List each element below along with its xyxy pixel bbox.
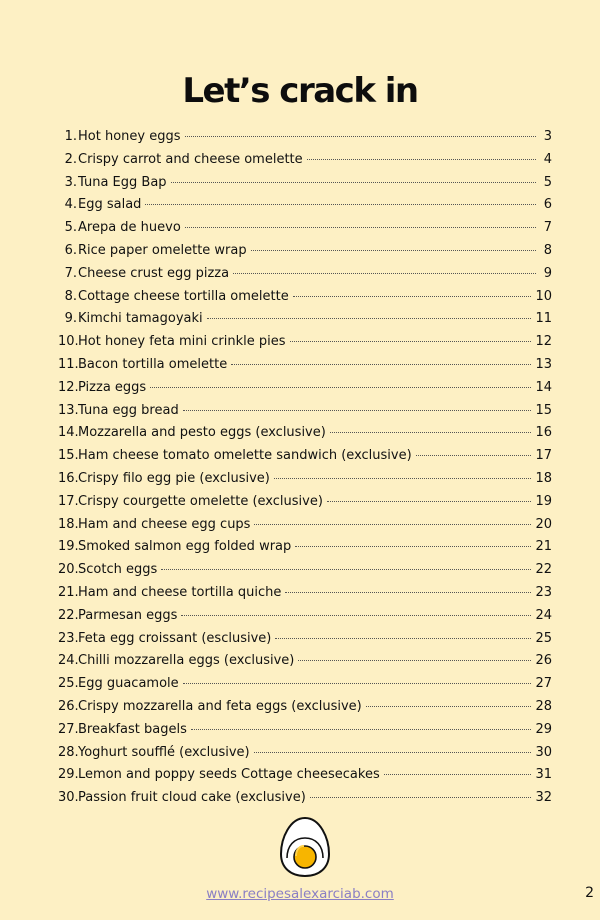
toc-entry-page: 25: [535, 630, 552, 646]
toc-entry-page: 32: [535, 790, 552, 806]
toc-entry-number: 24.: [58, 653, 79, 669]
toc-dot-leader: [171, 182, 536, 183]
toc-entry-number: 16.: [58, 470, 79, 486]
toc-entry[interactable]: [58, 308, 552, 331]
toc-entry[interactable]: [58, 194, 552, 217]
toc-entry[interactable]: [58, 719, 552, 742]
toc-entry-number: 11.: [58, 356, 79, 372]
toc-dot-leader: [327, 501, 532, 502]
toc-entry-number: 8.: [64, 288, 77, 304]
toc-entry-title: Rice paper omelette wrap: [78, 242, 247, 258]
toc-entry-page: 27: [535, 676, 552, 692]
toc-entry-title: Yoghurt soufflé (exclusive): [78, 744, 250, 760]
toc-dot-leader: [285, 592, 531, 593]
toc-entry-page: 6: [543, 197, 552, 213]
toc-entry-number: 4.: [64, 197, 77, 213]
toc-entry-page: 18: [535, 470, 552, 486]
toc-entry-page: 7: [543, 220, 552, 236]
toc-entry-page: 23: [535, 584, 552, 600]
toc-dot-leader: [181, 615, 531, 616]
toc-entry-number: 1.: [64, 129, 77, 144]
toc-entry-number: 27.: [58, 721, 79, 737]
footer-url-link[interactable]: www.recipesalexarciab.com: [206, 886, 394, 902]
toc-entry-page: 3: [543, 129, 552, 144]
toc-entry-page: 26: [535, 653, 552, 669]
toc-entry-number: 15.: [58, 448, 79, 464]
toc-dot-leader: [161, 569, 531, 570]
toc-entry-title: Parmesan eggs: [78, 607, 178, 623]
toc-entry-page: 19: [535, 493, 552, 509]
toc-dot-leader: [310, 797, 532, 798]
toc-entry-title: Chilli mozzarella eggs (exclusive): [78, 653, 295, 669]
toc-dot-leader: [231, 364, 531, 365]
toc-entry[interactable]: [58, 286, 552, 309]
toc-dot-leader: [207, 318, 532, 319]
toc-dot-leader: [183, 683, 532, 684]
toc-entry-page: 4: [543, 151, 552, 167]
toc-entry-number: 30.: [58, 790, 79, 806]
toc-entry-title: Crispy mozzarella and feta eggs (exclusive): [78, 698, 362, 714]
toc-entry[interactable]: [58, 536, 552, 559]
toc-dot-leader: [366, 706, 532, 707]
toc-entry[interactable]: [58, 628, 552, 651]
toc-entry-number: 21.: [58, 584, 79, 600]
toc-dot-leader: [293, 296, 532, 297]
toc-entry-title: Egg guacamole: [78, 676, 179, 692]
toc-entry-number: 23.: [58, 630, 79, 646]
toc-dot-leader: [233, 273, 536, 274]
toc-dot-leader: [416, 455, 532, 456]
page-number: 2: [585, 885, 594, 901]
toc-entry-page: 29: [535, 721, 552, 737]
toc-entry-page: 5: [543, 174, 552, 190]
toc-entry[interactable]: [58, 742, 552, 765]
toc-entry-number: 26.: [58, 698, 79, 714]
toc-entry[interactable]: [58, 263, 552, 286]
toc-entry-title: Tuna Egg Bap: [78, 174, 167, 190]
toc-entry[interactable]: [58, 377, 552, 400]
toc-entry-number: 28.: [58, 744, 79, 760]
toc-dot-leader: [298, 660, 531, 661]
toc-entry-page: 24: [535, 607, 552, 623]
toc-entry-page: 10: [535, 288, 552, 304]
toc-entry-title: Ham and cheese tortilla quiche: [78, 584, 282, 600]
toc-dot-leader: [275, 638, 531, 639]
toc-entry-page: 31: [535, 767, 552, 783]
toc-entry[interactable]: [58, 217, 552, 240]
toc-entry[interactable]: [58, 240, 552, 263]
boiled-egg-icon: [278, 816, 332, 878]
toc-entry-title: Cheese crust egg pizza: [78, 265, 230, 281]
toc-entry-title: Kimchi tamagoyaki: [78, 311, 203, 327]
toc-dot-leader: [384, 774, 532, 775]
toc-dot-leader: [251, 250, 536, 251]
toc-entry-page: 8: [543, 242, 552, 258]
toc-entry-page: 15: [535, 402, 552, 418]
toc-dot-leader: [295, 546, 531, 547]
toc-entry-page: 12: [535, 334, 552, 350]
toc-dot-leader: [330, 432, 532, 433]
toc-entry-page: 20: [535, 516, 552, 532]
toc-entry-title: Ham cheese tomato omelette sandwich (exclusive): [78, 448, 412, 464]
toc-entry-title: Mozzarella and pesto eggs (exclusive): [78, 425, 326, 441]
toc-dot-leader: [254, 524, 531, 525]
toc-dot-leader: [290, 341, 532, 342]
toc-entry-title: Passion fruit cloud cake (exclusive): [78, 790, 306, 806]
toc-entry-title: Cottage cheese tortilla omelette: [78, 288, 289, 304]
toc-entry[interactable]: [58, 172, 552, 195]
toc-entry-number: 25.: [58, 676, 79, 692]
toc-entry-number: 22.: [58, 607, 79, 623]
toc-entry[interactable]: [58, 696, 552, 719]
toc-entry-number: 14.: [58, 425, 79, 441]
toc-entry-title: Pizza eggs: [78, 379, 147, 395]
toc-entry[interactable]: [58, 764, 552, 787]
toc-entry[interactable]: [58, 650, 552, 673]
toc-entry[interactable]: [58, 491, 552, 514]
page-title: Let’s crack in: [182, 70, 418, 111]
toc-entry[interactable]: [58, 445, 552, 468]
toc-entry-number: 2.: [64, 151, 77, 167]
toc-entry-number: 10.: [58, 334, 79, 350]
toc-entry-number: 5.: [64, 220, 77, 236]
toc-entry-title: Tuna egg bread: [78, 402, 179, 418]
toc-entry[interactable]: [58, 559, 552, 582]
toc-entry-number: 19.: [58, 539, 79, 555]
toc-entry-title: Lemon and poppy seeds Cottage cheesecakes: [78, 767, 380, 783]
toc-entry-page: 30: [535, 744, 552, 760]
toc-dot-leader: [183, 410, 532, 411]
toc-entry[interactable]: [58, 149, 552, 172]
toc-entry[interactable]: [58, 400, 552, 423]
toc-entry-page: 11: [535, 311, 552, 327]
toc-entry-title: Crispy carrot and cheese omelette: [78, 151, 303, 167]
toc-entry[interactable]: [58, 468, 552, 491]
toc-dot-leader: [274, 478, 532, 479]
toc-dot-leader: [150, 387, 531, 388]
toc-entry-page: 22: [535, 562, 552, 578]
toc-entry-number: 9.: [64, 311, 77, 327]
toc-entry[interactable]: [58, 331, 552, 354]
toc-dot-leader: [145, 204, 536, 205]
toc-entry-number: 18.: [58, 516, 79, 532]
toc-entry[interactable]: [58, 126, 552, 149]
toc-entry-title: Hot honey feta mini crinkle pies: [78, 334, 286, 350]
toc-entry[interactable]: [58, 787, 552, 810]
toc-dot-leader: [254, 752, 532, 753]
toc-entry-title: Egg salad: [78, 197, 142, 213]
toc-entry[interactable]: [58, 673, 552, 696]
toc-entry-page: 17: [535, 448, 552, 464]
toc-dot-leader: [185, 227, 536, 228]
toc-dot-leader: [191, 729, 532, 730]
toc-entry-page: 21: [535, 539, 552, 555]
toc-entry[interactable]: [58, 582, 552, 605]
toc-entry-page: 28: [535, 698, 552, 714]
toc-entry-number: 13.: [58, 402, 79, 418]
toc-entry-title: Smoked salmon egg folded wrap: [78, 539, 292, 555]
toc-dot-leader: [185, 136, 537, 137]
toc-entry[interactable]: [58, 354, 552, 377]
toc-entry[interactable]: [58, 605, 552, 628]
toc-entry-page: 13: [535, 356, 552, 372]
toc-entry-title: Ham and cheese egg cups: [78, 516, 251, 532]
toc-entry-title: Crispy filo egg pie (exclusive): [78, 470, 270, 486]
toc-entry-number: 29.: [58, 767, 79, 783]
table-of-contents: [58, 126, 552, 810]
toc-entry-title: Bacon tortilla omelette: [78, 356, 228, 372]
toc-entry-page: 16: [535, 425, 552, 441]
toc-entry-number: 12.: [58, 379, 79, 395]
toc-entry-title: Crispy courgette omelette (exclusive): [78, 493, 323, 509]
toc-entry[interactable]: [58, 514, 552, 537]
toc-entry-number: 20.: [58, 562, 79, 578]
toc-entry-number: 7.: [64, 265, 77, 281]
toc-entry-title: Arepa de huevo: [78, 220, 181, 236]
toc-entry-number: 6.: [64, 242, 77, 258]
toc-entry-title: Feta egg croissant (esclusive): [78, 630, 272, 646]
toc-entry[interactable]: [58, 422, 552, 445]
toc-entry-title: Scotch eggs: [78, 562, 158, 578]
toc-entry-number: 3.: [64, 174, 77, 190]
toc-dot-leader: [307, 159, 536, 160]
toc-entry-page: 9: [543, 265, 552, 281]
toc-entry-title: Hot honey eggs: [78, 129, 181, 144]
toc-entry-title: Breakfast bagels: [78, 721, 187, 737]
toc-entry-page: 14: [535, 379, 552, 395]
toc-entry-number: 17.: [58, 493, 79, 509]
